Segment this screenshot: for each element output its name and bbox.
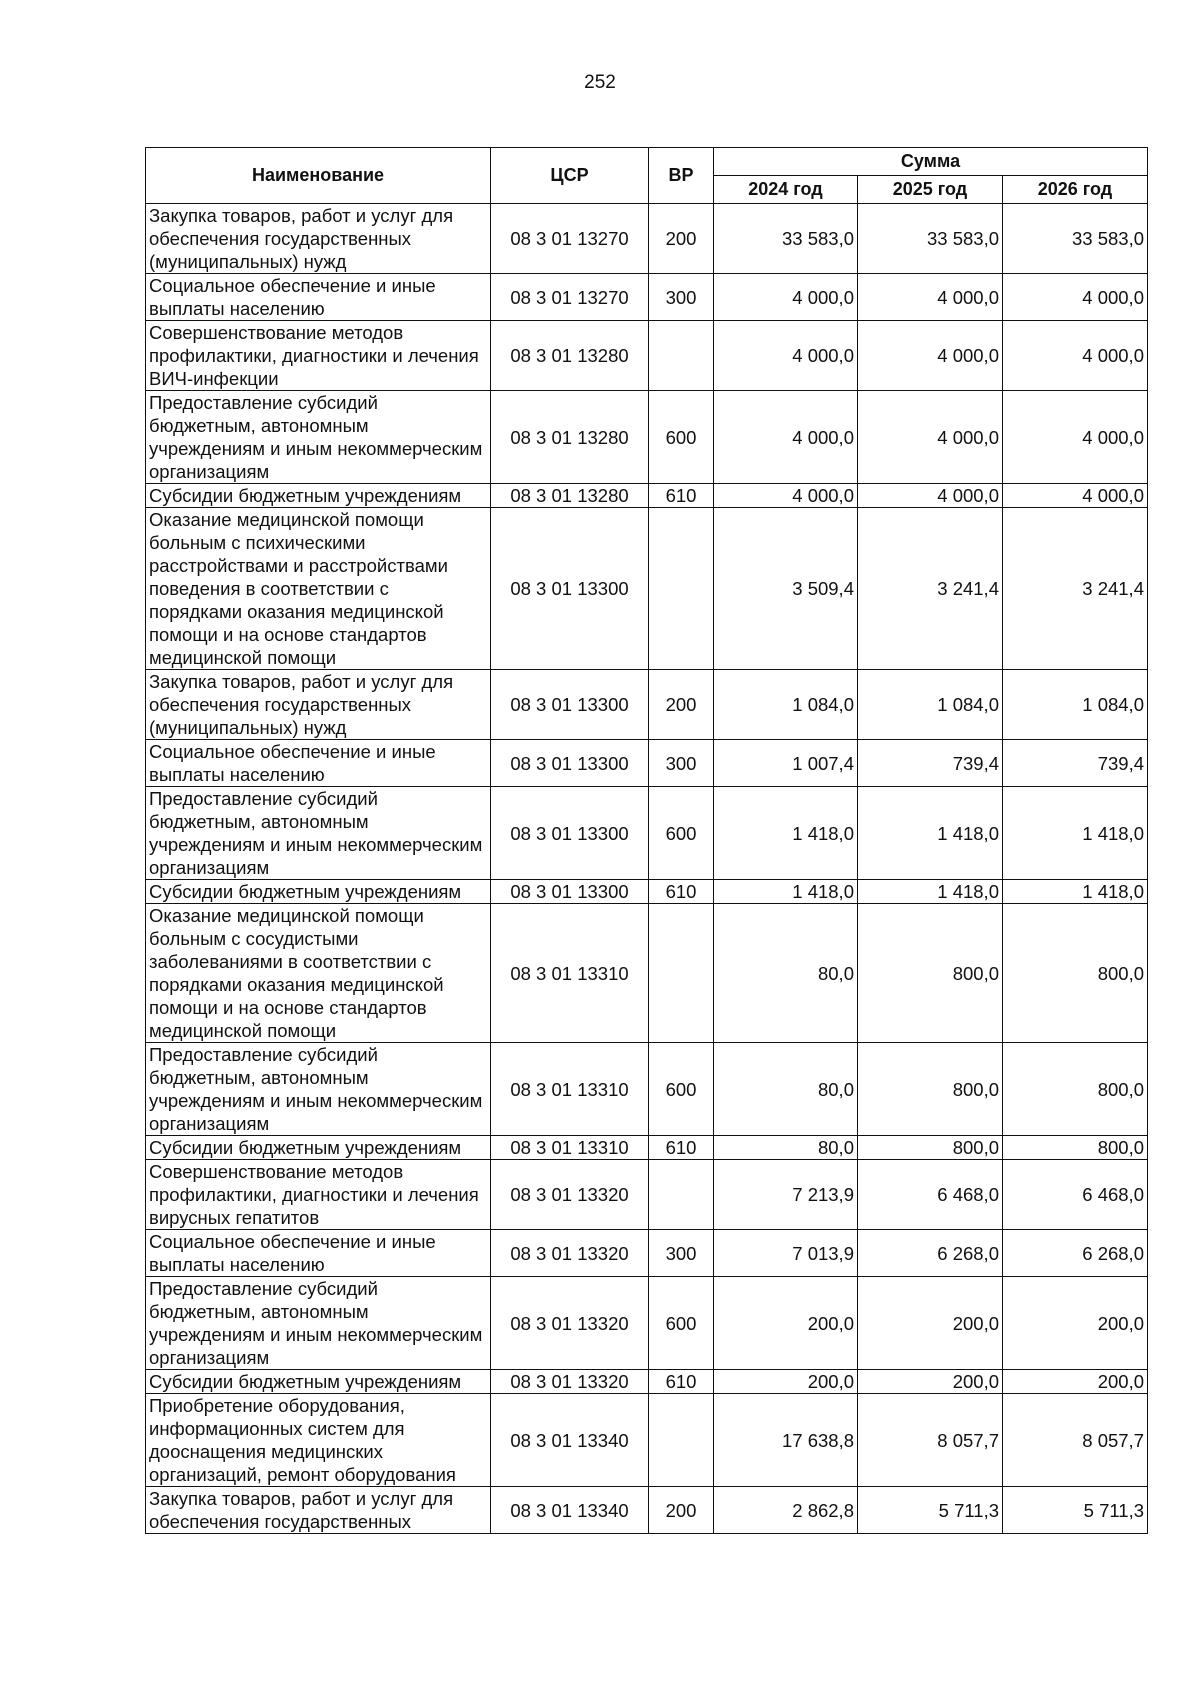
row-amount-2025: 3 241,4 <box>858 508 1003 670</box>
row-amount-2024: 80,0 <box>714 1043 858 1136</box>
row-csr: 08 3 01 13300 <box>491 880 649 904</box>
row-amount-2026: 1 084,0 <box>1003 670 1148 740</box>
row-vr <box>649 321 714 391</box>
budget-table <box>145 147 1148 1534</box>
row-amount-2026: 3 241,4 <box>1003 508 1148 670</box>
row-csr: 08 3 01 13320 <box>491 1277 649 1370</box>
row-csr: 08 3 01 13270 <box>491 274 649 321</box>
row-amount-2025: 5 711,3 <box>858 1487 1003 1534</box>
page-number: 252 <box>584 72 616 93</box>
row-name: Субсидии бюджетным учреждениям <box>146 1370 491 1394</box>
row-amount-2024: 33 583,0 <box>714 204 858 274</box>
row-vr: 300 <box>649 740 714 787</box>
table-row <box>146 391 1148 484</box>
row-vr <box>649 1394 714 1487</box>
table-body <box>146 204 1148 1534</box>
row-csr: 08 3 01 13300 <box>491 740 649 787</box>
row-amount-2024: 2 862,8 <box>714 1487 858 1534</box>
table-row <box>146 1394 1148 1487</box>
table-row <box>146 1277 1148 1370</box>
row-name: Закупка товаров, работ и услуг для обеспечения государственных (муниципальных) нужд <box>146 670 491 740</box>
row-csr: 08 3 01 13300 <box>491 508 649 670</box>
row-amount-2025: 800,0 <box>858 1043 1003 1136</box>
row-amount-2025: 4 000,0 <box>858 274 1003 321</box>
table-row <box>146 880 1148 904</box>
row-vr: 300 <box>649 274 714 321</box>
row-amount-2024: 4 000,0 <box>714 321 858 391</box>
row-vr: 610 <box>649 484 714 508</box>
row-csr: 08 3 01 13320 <box>491 1230 649 1277</box>
row-name: Закупка товаров, работ и услуг для обеспечения государственных <box>146 1487 491 1534</box>
row-csr: 08 3 01 13280 <box>491 484 649 508</box>
row-csr: 08 3 01 13300 <box>491 670 649 740</box>
header-row-top <box>146 148 1148 176</box>
header-year-2026: 2026 год <box>1003 176 1148 204</box>
header-year-2025: 2025 год <box>858 176 1003 204</box>
row-name: Предоставление субсидий бюджетным, автономным учреждениям и иным некоммерческим организациям <box>146 391 491 484</box>
row-amount-2025: 6 468,0 <box>858 1160 1003 1230</box>
row-vr: 610 <box>649 880 714 904</box>
header-vr: ВР <box>649 148 714 204</box>
row-amount-2025: 4 000,0 <box>858 391 1003 484</box>
row-name: Совершенствование методов профилактики, диагностики и лечения вирусных гепатитов <box>146 1160 491 1230</box>
row-name: Социальное обеспечение и иные выплаты населению <box>146 740 491 787</box>
row-vr: 200 <box>649 204 714 274</box>
table-row <box>146 1136 1148 1160</box>
row-name: Субсидии бюджетным учреждениям <box>146 1136 491 1160</box>
row-name: Оказание медицинской помощи больным с психическими расстройствами и расстройствами поведения в соответствии с порядками оказания медицинской помощи и на основе стандартов медицинской помощи <box>146 508 491 670</box>
row-vr <box>649 904 714 1043</box>
row-amount-2026: 800,0 <box>1003 1136 1148 1160</box>
row-amount-2024: 3 509,4 <box>714 508 858 670</box>
table-row <box>146 274 1148 321</box>
row-vr: 300 <box>649 1230 714 1277</box>
row-name: Социальное обеспечение и иные выплаты населению <box>146 1230 491 1277</box>
row-vr <box>649 508 714 670</box>
row-amount-2024: 80,0 <box>714 904 858 1043</box>
row-amount-2024: 80,0 <box>714 1136 858 1160</box>
table-row <box>146 321 1148 391</box>
row-amount-2026: 1 418,0 <box>1003 880 1148 904</box>
row-name: Субсидии бюджетным учреждениям <box>146 880 491 904</box>
header-sum: Сумма <box>714 148 1148 176</box>
row-amount-2024: 4 000,0 <box>714 484 858 508</box>
row-amount-2025: 33 583,0 <box>858 204 1003 274</box>
row-amount-2025: 8 057,7 <box>858 1394 1003 1487</box>
table-row <box>146 1160 1148 1230</box>
row-csr: 08 3 01 13320 <box>491 1160 649 1230</box>
row-name: Предоставление субсидий бюджетным, автономным учреждениям и иным некоммерческим организациям <box>146 787 491 880</box>
row-amount-2024: 200,0 <box>714 1277 858 1370</box>
row-csr: 08 3 01 13340 <box>491 1487 649 1534</box>
row-name: Предоставление субсидий бюджетным, автономным учреждениям и иным некоммерческим организациям <box>146 1277 491 1370</box>
row-name: Приобретение оборудования, информационных систем для дооснащения медицинских организаций, ремонт оборудования <box>146 1394 491 1487</box>
row-amount-2026: 200,0 <box>1003 1370 1148 1394</box>
row-amount-2024: 7 213,9 <box>714 1160 858 1230</box>
row-csr: 08 3 01 13310 <box>491 1043 649 1136</box>
row-amount-2024: 4 000,0 <box>714 274 858 321</box>
header-name: Наименование <box>146 148 491 204</box>
row-amount-2026: 6 268,0 <box>1003 1230 1148 1277</box>
table-row <box>146 508 1148 670</box>
row-amount-2024: 1 007,4 <box>714 740 858 787</box>
row-csr: 08 3 01 13270 <box>491 204 649 274</box>
row-csr: 08 3 01 13340 <box>491 1394 649 1487</box>
row-amount-2025: 1 084,0 <box>858 670 1003 740</box>
row-amount-2025: 200,0 <box>858 1370 1003 1394</box>
row-amount-2026: 8 057,7 <box>1003 1394 1148 1487</box>
row-csr: 08 3 01 13280 <box>491 321 649 391</box>
row-amount-2026: 4 000,0 <box>1003 321 1148 391</box>
table-row <box>146 1487 1148 1534</box>
row-amount-2026: 4 000,0 <box>1003 274 1148 321</box>
row-amount-2026: 33 583,0 <box>1003 204 1148 274</box>
row-amount-2026: 200,0 <box>1003 1277 1148 1370</box>
row-vr: 610 <box>649 1370 714 1394</box>
row-vr <box>649 1160 714 1230</box>
row-vr: 200 <box>649 670 714 740</box>
row-amount-2026: 1 418,0 <box>1003 787 1148 880</box>
row-name: Предоставление субсидий бюджетным, автономным учреждениям и иным некоммерческим организациям <box>146 1043 491 1136</box>
row-amount-2024: 4 000,0 <box>714 391 858 484</box>
row-amount-2024: 200,0 <box>714 1370 858 1394</box>
row-name: Совершенствование методов профилактики, диагностики и лечения ВИЧ-инфекции <box>146 321 491 391</box>
row-amount-2026: 4 000,0 <box>1003 391 1148 484</box>
row-csr: 08 3 01 13310 <box>491 1136 649 1160</box>
row-csr: 08 3 01 13320 <box>491 1370 649 1394</box>
row-amount-2025: 6 268,0 <box>858 1230 1003 1277</box>
header-year-2024: 2024 год <box>714 176 858 204</box>
table-row <box>146 1043 1148 1136</box>
row-csr: 08 3 01 13300 <box>491 787 649 880</box>
table-row <box>146 740 1148 787</box>
table-row <box>146 1370 1148 1394</box>
row-amount-2026: 739,4 <box>1003 740 1148 787</box>
table-row <box>146 670 1148 740</box>
row-vr: 200 <box>649 1487 714 1534</box>
row-amount-2024: 1 418,0 <box>714 880 858 904</box>
row-amount-2025: 4 000,0 <box>858 321 1003 391</box>
row-amount-2026: 6 468,0 <box>1003 1160 1148 1230</box>
row-amount-2024: 1 418,0 <box>714 787 858 880</box>
row-vr: 600 <box>649 787 714 880</box>
row-amount-2026: 800,0 <box>1003 1043 1148 1136</box>
row-amount-2025: 4 000,0 <box>858 484 1003 508</box>
row-amount-2024: 1 084,0 <box>714 670 858 740</box>
row-amount-2024: 7 013,9 <box>714 1230 858 1277</box>
row-amount-2025: 800,0 <box>858 1136 1003 1160</box>
row-amount-2025: 200,0 <box>858 1277 1003 1370</box>
table-row <box>146 1230 1148 1277</box>
row-amount-2025: 1 418,0 <box>858 880 1003 904</box>
row-name: Оказание медицинской помощи больным с сосудистыми заболеваниями в соответствии с порядками оказания медицинской помощи и на основе стандартов медицинской помощи <box>146 904 491 1043</box>
row-amount-2025: 1 418,0 <box>858 787 1003 880</box>
row-name: Закупка товаров, работ и услуг для обеспечения государственных (муниципальных) нужд <box>146 204 491 274</box>
row-amount-2026: 800,0 <box>1003 904 1148 1043</box>
row-csr: 08 3 01 13280 <box>491 391 649 484</box>
row-amount-2026: 4 000,0 <box>1003 484 1148 508</box>
row-csr: 08 3 01 13310 <box>491 904 649 1043</box>
row-vr: 610 <box>649 1136 714 1160</box>
row-vr: 600 <box>649 1277 714 1370</box>
row-amount-2026: 5 711,3 <box>1003 1487 1148 1534</box>
table-row <box>146 204 1148 274</box>
row-vr: 600 <box>649 391 714 484</box>
table-row <box>146 787 1148 880</box>
row-vr: 600 <box>649 1043 714 1136</box>
row-amount-2025: 739,4 <box>858 740 1003 787</box>
row-name: Субсидии бюджетным учреждениям <box>146 484 491 508</box>
row-name: Социальное обеспечение и иные выплаты населению <box>146 274 491 321</box>
table-row <box>146 484 1148 508</box>
header-csr: ЦСР <box>491 148 649 204</box>
row-amount-2024: 17 638,8 <box>714 1394 858 1487</box>
row-amount-2025: 800,0 <box>858 904 1003 1043</box>
table-row <box>146 904 1148 1043</box>
